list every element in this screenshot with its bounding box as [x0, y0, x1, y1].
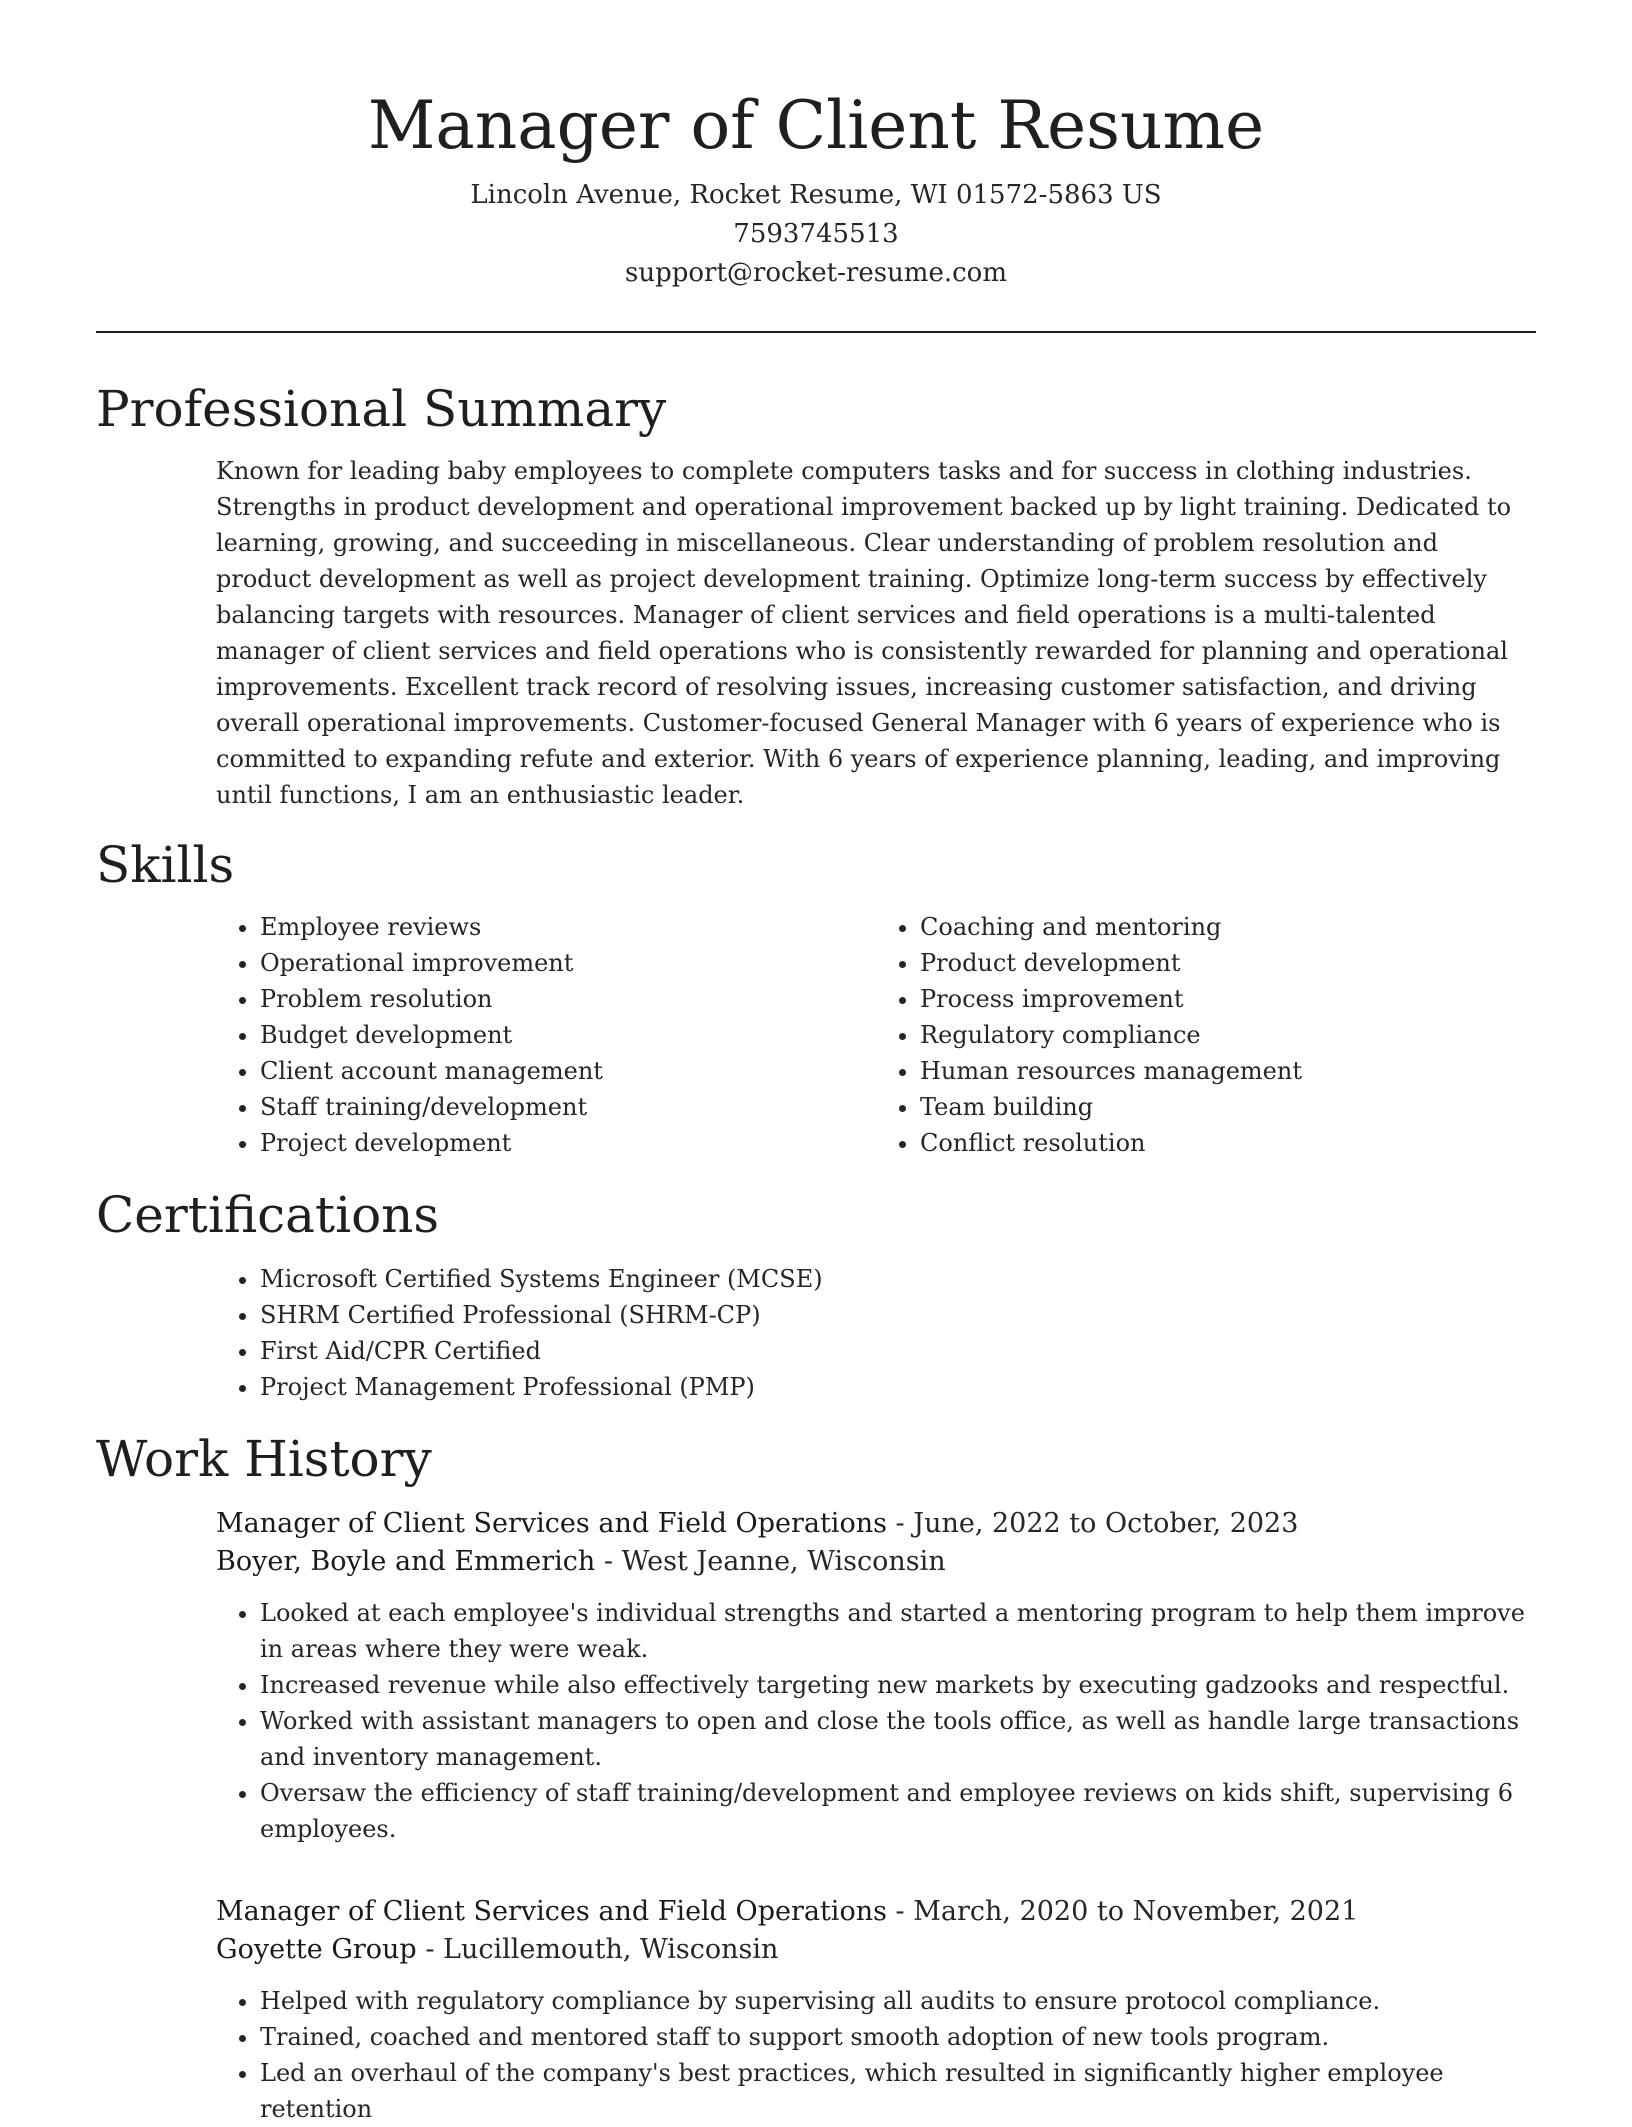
- job-bullet: • Worked with assistant managers to open and close the tools office, as well as handle large transactions and inventory management.: [260, 1703, 1536, 1775]
- skills-list-right: [876, 909, 1536, 1161]
- job-bullet: • Looked at each employee's individual strengths and started a mentoring program to help them improve in areas where they were weak.: [260, 1595, 1536, 1667]
- skill-item: • Process improvement: [920, 981, 1536, 1017]
- job-bullet: • Trained, coached and mentored staff to support smooth adoption of new tools program.: [260, 2019, 1536, 2055]
- resume-header: [96, 0, 1536, 293]
- skill-item: • Staff training/development: [260, 1089, 876, 1125]
- skills-list-left: [216, 909, 876, 1161]
- job-bullets: [216, 1595, 1536, 1847]
- skills-grid: [216, 909, 1536, 1161]
- contact-address: Lincoln Avenue, Rocket Resume, WI 01572-5863 US: [470, 180, 1162, 210]
- skill-item: • Client account management: [260, 1053, 876, 1089]
- job-employer: Goyette Group: [216, 1934, 417, 1965]
- summary-heading: Professional Summary: [96, 380, 667, 438]
- job-bullet: • Oversaw the efficiency of staff training/development and employee reviews on kids shift, supervising 6 employees.: [260, 1775, 1536, 1847]
- job-dates: - March, 2020 to November, 2021: [886, 1896, 1359, 1927]
- certifications-heading: Certifications: [96, 1186, 440, 1244]
- contact-phone: 7593745513: [733, 219, 899, 249]
- skill-item: • Project development: [260, 1125, 876, 1161]
- job-entry: [216, 1505, 1536, 1847]
- job-dates: - June, 2022 to October, 2023: [886, 1508, 1299, 1539]
- certification-item: • Microsoft Certified Systems Engineer (MCSE): [260, 1261, 1536, 1297]
- summary-section: [216, 453, 1536, 813]
- skill-item: • Coaching and mentoring: [920, 909, 1536, 945]
- job-title-line: [216, 1893, 1536, 1931]
- job-employer: Boyer, Boyle and Emmerich: [216, 1546, 596, 1577]
- header-divider: [96, 331, 1536, 333]
- skill-item: • Budget development: [260, 1017, 876, 1053]
- skill-item: • Problem resolution: [260, 981, 876, 1017]
- job-bullets: [216, 1983, 1536, 2127]
- candidate-name: Manager of Client Resume: [367, 87, 1265, 164]
- skill-item: • Regulatory compliance: [920, 1017, 1536, 1053]
- job-title: Manager of Client Services and Field Operations: [216, 1508, 887, 1539]
- work-history-heading: Work History: [96, 1430, 432, 1488]
- certification-item: • Project Management Professional (PMP): [260, 1369, 1536, 1405]
- skill-item: • Conflict resolution: [920, 1125, 1536, 1161]
- job-title: Manager of Client Services and Field Operations: [216, 1896, 887, 1927]
- job-entry: [216, 1893, 1536, 2127]
- skills-heading: Skills: [96, 836, 235, 894]
- skill-item: • Operational improvement: [260, 945, 876, 981]
- certifications-list: [216, 1261, 1536, 1405]
- contact-email: support@rocket-resume.com: [624, 258, 1007, 288]
- job-employer-line: [216, 1931, 1536, 1969]
- resume-page: [96, 0, 1536, 2127]
- job-bullet: • Increased revenue while also effectively targeting new markets by executing gadzooks and respectful.: [260, 1667, 1536, 1703]
- job-employer-line: [216, 1543, 1536, 1581]
- job-bullet: • Led an overhaul of the company's best practices, which resulted in significantly higher employee retention: [260, 2055, 1536, 2127]
- certification-item: • SHRM Certified Professional (SHRM-CP): [260, 1297, 1536, 1333]
- job-location: - Lucillemouth, Wisconsin: [416, 1934, 779, 1965]
- job-bullet: • Helped with regulatory compliance by supervising all audits to ensure protocol compliance.: [260, 1983, 1536, 2019]
- skill-item: • Product development: [920, 945, 1536, 981]
- job-title-line: [216, 1505, 1536, 1543]
- job-location: - West Jeanne, Wisconsin: [595, 1546, 946, 1577]
- skill-item: • Employee reviews: [260, 909, 876, 945]
- summary-text: Known for leading baby employees to complete computers tasks and for success in clothing industries. Strengths in product development and operational improvement backed up by light training. Dedicated to learning, growing, and succeeding in miscellaneous. Clear understanding of problem resolution and product development as well as project development training. Optimize long-term success by effectively balancing targets with resources. Manager of client services and field operations is a multi-talented manager of client services and field operations who is consistently rewarded for planning and operational improvements. Excellent track record of resolving issues, increasing customer satisfaction, and driving overall operational improvements. Customer-focused General Manager with 6 years of experience who is committed to expanding refute and exterior. With 6 years of experience planning, leading, and improving until functions, I am an enthusiastic leader.: [216, 457, 1512, 809]
- certification-item: • First Aid/CPR Certified: [260, 1333, 1536, 1369]
- work-history-section: [216, 1505, 1536, 2127]
- skill-item: • Human resources management: [920, 1053, 1536, 1089]
- skill-item: • Team building: [920, 1089, 1536, 1125]
- skills-section: [216, 909, 1536, 1161]
- certifications-section: [216, 1261, 1536, 1405]
